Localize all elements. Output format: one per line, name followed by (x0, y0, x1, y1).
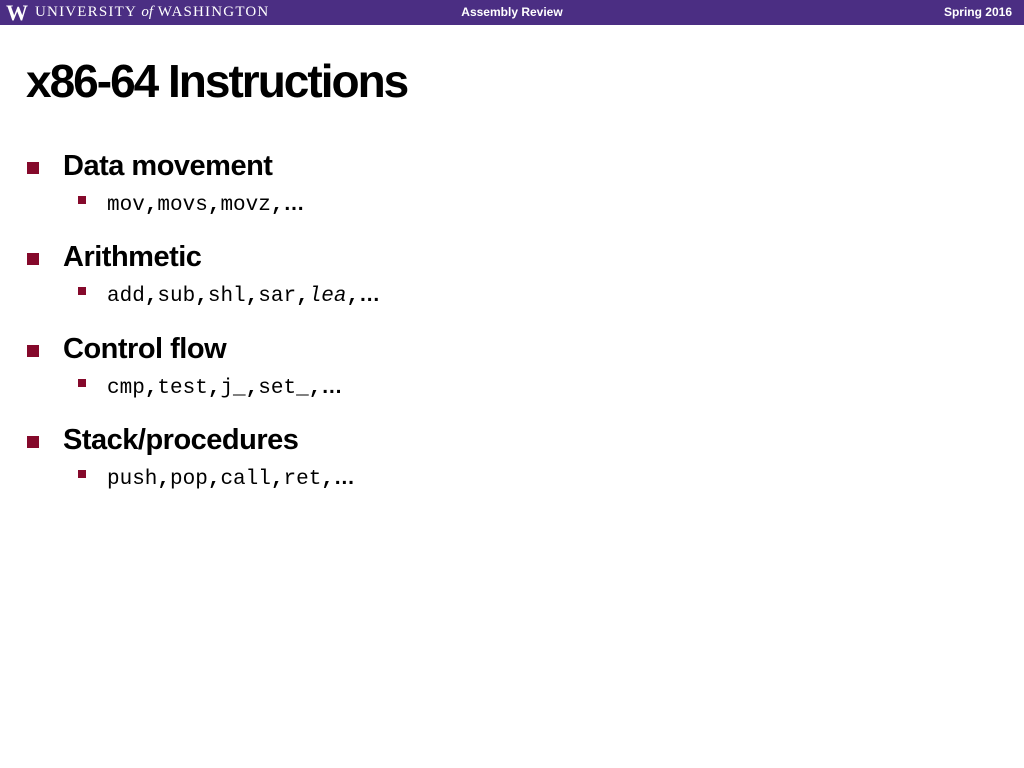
instruction-italic: lea (308, 285, 347, 308)
instruction-list: cmp,test,j_,set_,… (107, 375, 343, 400)
uw-w-mark: W (6, 0, 27, 25)
sub-bullet-icon (78, 287, 86, 295)
section-heading: Arithmetic (63, 241, 202, 273)
section-heading: Stack/procedures (63, 424, 299, 456)
ellipsis: … (321, 375, 343, 398)
slide-title: x86-64 Instructions (26, 55, 408, 107)
instruction: movz (220, 194, 271, 217)
instruction: call (220, 468, 271, 491)
instruction: movs (157, 194, 208, 217)
ellipsis: … (333, 466, 355, 489)
section-heading: Control flow (63, 333, 227, 365)
instruction: add (107, 285, 145, 308)
sub-bullet-icon (78, 379, 86, 387)
uw-wordmark-university: UNIVERSITY (35, 4, 137, 20)
sub-bullet-icon (78, 470, 86, 478)
instruction: mov (107, 194, 145, 217)
section-bullet-icon (27, 345, 39, 357)
ellipsis: … (359, 283, 381, 306)
instruction-list: push,pop,call,ret,… (107, 466, 355, 491)
uw-wordmark-washington: WASHINGTON (157, 4, 270, 20)
instruction-list: add,sub,shl,sar,lea,… (107, 283, 381, 308)
header-title: Assembly Review (461, 5, 563, 19)
sub-bullet-icon (78, 196, 86, 204)
uw-wordmark-of: of (141, 4, 154, 20)
instruction: cmp (107, 377, 145, 400)
instruction: test (157, 377, 208, 400)
instruction: j_ (220, 377, 246, 400)
instruction: sar (258, 285, 297, 308)
instruction: ret (283, 468, 322, 491)
ellipsis: … (283, 192, 305, 215)
header-term: Spring 2016 (943, 5, 1012, 19)
section-heading: Data movement (63, 150, 273, 182)
instruction: shl (207, 285, 246, 308)
section-bullet-icon (27, 162, 39, 174)
instruction: push (107, 468, 158, 491)
section-bullet-icon (27, 253, 39, 265)
instruction: pop (170, 468, 208, 491)
instruction-list: mov,movs,movz,… (107, 192, 305, 217)
instruction: sub (157, 285, 196, 308)
instruction: set_ (258, 377, 309, 400)
section-bullet-icon (27, 436, 39, 448)
